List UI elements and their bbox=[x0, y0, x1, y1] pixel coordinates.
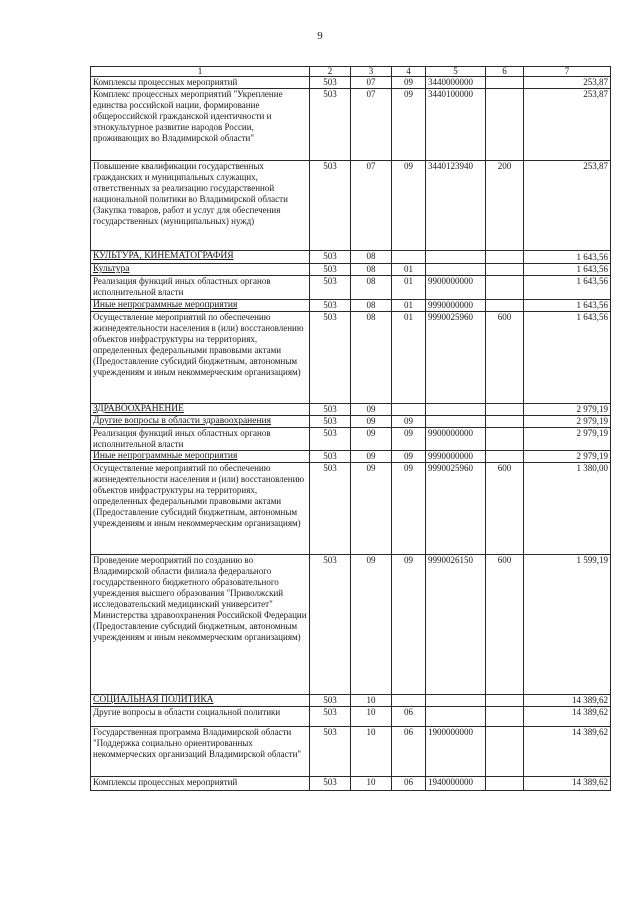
row-subsection-cell bbox=[392, 404, 426, 416]
row-target-cell bbox=[426, 251, 486, 264]
row-code-cell: 503 bbox=[310, 312, 351, 404]
row-type-cell bbox=[486, 777, 524, 791]
table-row bbox=[91, 264, 611, 276]
header-cell: 3 bbox=[351, 67, 392, 77]
row-type-cell: 600 bbox=[486, 463, 524, 555]
row-amount-cell: 1 643,56 bbox=[524, 276, 611, 300]
row-section-cell: 07 bbox=[351, 77, 392, 89]
row-amount-cell: 14 389,62 bbox=[524, 777, 611, 791]
row-subsection-cell: 09 bbox=[392, 77, 426, 89]
row-amount-cell: 1 643,56 bbox=[524, 264, 611, 276]
row-code-cell: 503 bbox=[310, 451, 351, 463]
header-cell: 7 bbox=[524, 67, 611, 77]
row-name-cell: Иные непрограммные мероприятия bbox=[91, 451, 310, 463]
row-target-cell bbox=[426, 416, 486, 428]
row-name-cell: Комплексы процессных мероприятий bbox=[91, 777, 310, 791]
page-number: 9 bbox=[317, 30, 323, 42]
row-name-cell: Осуществление мероприятий по обеспечению жизнедеятельности населения и (или) восстановлению объектов инфраструктуры на территориях, определенных федеральными правовыми актами (Предоставление субсидий бюджетным, автономным учреждениям и иным некоммерческим организациям) bbox=[91, 463, 310, 555]
row-type-cell bbox=[486, 251, 524, 264]
row-name-cell: Комплекс процессных мероприятий "Укрепление единства российской нации, формирование общероссийской гражданской идентичности и этнокультурное развитие народов России, проживающих во Владимирской области" bbox=[91, 89, 310, 161]
row-target-cell: 3440123940 bbox=[426, 161, 486, 251]
row-code-cell: 503 bbox=[310, 161, 351, 251]
table-row bbox=[91, 161, 611, 251]
table-row bbox=[91, 451, 611, 463]
row-target-cell bbox=[426, 404, 486, 416]
row-code-cell: 503 bbox=[310, 695, 351, 707]
table-row bbox=[91, 276, 611, 300]
table-row bbox=[91, 463, 611, 555]
row-target-cell: 1900000000 bbox=[426, 727, 486, 777]
row-amount-cell: 14 389,62 bbox=[524, 727, 611, 777]
row-subsection-cell: 01 bbox=[392, 312, 426, 404]
row-section-cell: 09 bbox=[351, 416, 392, 428]
row-code-cell: 503 bbox=[310, 77, 351, 89]
row-name-cell: Реализация функций иных областных органов исполнительной власти bbox=[91, 428, 310, 451]
row-type-cell bbox=[486, 276, 524, 300]
row-name-cell: Повышение квалификации государственных гражданских и муниципальных служащих, ответственных за реализацию государственной национальной политики во Владимирской области (Закупка товаров, работ и услуг для обеспечения государственных (муниципальных) нужд) bbox=[91, 161, 310, 251]
row-amount-cell: 2 979,19 bbox=[524, 451, 611, 463]
row-code-cell: 503 bbox=[310, 707, 351, 727]
row-target-cell: 9990025960 bbox=[426, 463, 486, 555]
row-name-cell: КУЛЬТУРА, КИНЕМАТОГРАФИЯ bbox=[91, 251, 310, 264]
header-cell: 2 bbox=[310, 67, 351, 77]
row-section-cell: 10 bbox=[351, 695, 392, 707]
row-type-cell bbox=[486, 300, 524, 312]
table-header-row bbox=[91, 67, 611, 77]
row-target-cell: 9900000000 bbox=[426, 428, 486, 451]
row-section-cell: 08 bbox=[351, 300, 392, 312]
row-section-cell: 09 bbox=[351, 451, 392, 463]
table-row bbox=[91, 89, 611, 161]
row-target-cell bbox=[426, 264, 486, 276]
row-name-cell: Культура bbox=[91, 264, 310, 276]
row-code-cell: 503 bbox=[310, 777, 351, 791]
row-type-cell: 600 bbox=[486, 555, 524, 695]
row-subsection-cell: 01 bbox=[392, 264, 426, 276]
row-target-cell: 3440100000 bbox=[426, 89, 486, 161]
row-code-cell: 503 bbox=[310, 727, 351, 777]
header-cell: 4 bbox=[392, 67, 426, 77]
row-subsection-cell: 09 bbox=[392, 463, 426, 555]
row-code-cell: 503 bbox=[310, 463, 351, 555]
row-name-cell: Государственная программа Владимирской области "Поддержка социально ориентированных некоммерческих организаций Владимирской области" bbox=[91, 727, 310, 777]
row-amount-cell: 1 599,19 bbox=[524, 555, 611, 695]
row-target-cell: 9990025960 bbox=[426, 312, 486, 404]
row-type-cell bbox=[486, 727, 524, 777]
header-cell: 1 bbox=[91, 67, 310, 77]
table-row bbox=[91, 251, 611, 264]
row-code-cell: 503 bbox=[310, 276, 351, 300]
table-row bbox=[91, 695, 611, 707]
row-amount-cell: 1 643,56 bbox=[524, 251, 611, 264]
table-row bbox=[91, 555, 611, 695]
row-code-cell: 503 bbox=[310, 428, 351, 451]
row-section-cell: 08 bbox=[351, 312, 392, 404]
row-type-cell: 200 bbox=[486, 161, 524, 251]
row-code-cell: 503 bbox=[310, 264, 351, 276]
row-section-cell: 09 bbox=[351, 428, 392, 451]
table-row bbox=[91, 77, 611, 89]
table-row bbox=[91, 707, 611, 727]
row-type-cell: 600 bbox=[486, 312, 524, 404]
row-code-cell: 503 bbox=[310, 89, 351, 161]
row-code-cell: 503 bbox=[310, 555, 351, 695]
row-section-cell: 07 bbox=[351, 89, 392, 161]
row-subsection-cell: 01 bbox=[392, 276, 426, 300]
row-subsection-cell: 09 bbox=[392, 416, 426, 428]
row-name-cell: Реализация функций иных областных органов исполнительной власти bbox=[91, 276, 310, 300]
table-row bbox=[91, 312, 611, 404]
row-type-cell bbox=[486, 416, 524, 428]
row-name-cell: Проведение мероприятий по созданию во Владимирской области филиала федерального государственного бюджетного образовательного учреждения высшего образования "Приволжский исследовательский медицинский университет" Министерства здравоохранения Российской Федерации (Предоставление субсидий бюджетным, автономным учреждениям и иным некоммерческим организациям) bbox=[91, 555, 310, 695]
row-name-cell: Другие вопросы в области здравоохранения bbox=[91, 416, 310, 428]
row-target-cell: 9990000000 bbox=[426, 451, 486, 463]
row-subsection-cell: 09 bbox=[392, 89, 426, 161]
row-subsection-cell: 06 bbox=[392, 777, 426, 791]
row-amount-cell: 14 389,62 bbox=[524, 707, 611, 727]
row-amount-cell: 14 389,62 bbox=[524, 695, 611, 707]
row-type-cell bbox=[486, 264, 524, 276]
row-section-cell: 08 bbox=[351, 251, 392, 264]
row-target-cell: 9990026150 bbox=[426, 555, 486, 695]
table-row bbox=[91, 300, 611, 312]
budget-table bbox=[90, 66, 611, 791]
row-subsection-cell bbox=[392, 695, 426, 707]
row-section-cell: 09 bbox=[351, 463, 392, 555]
row-section-cell: 10 bbox=[351, 707, 392, 727]
row-name-cell: Осуществление мероприятий по обеспечению жизнедеятельности населения в (или) восстановлению объектов инфраструктуры на территориях, определенных федеральными правовыми актами (Предоставление субсидий бюджетным, автономным учреждениям и иным некоммерческим организациям) bbox=[91, 312, 310, 404]
row-name-cell: Иные непрограммные мероприятия bbox=[91, 300, 310, 312]
row-section-cell: 08 bbox=[351, 276, 392, 300]
row-subsection-cell: 01 bbox=[392, 300, 426, 312]
row-section-cell: 07 bbox=[351, 161, 392, 251]
row-section-cell: 09 bbox=[351, 404, 392, 416]
table-row bbox=[91, 404, 611, 416]
row-type-cell bbox=[486, 428, 524, 451]
row-amount-cell: 253,87 bbox=[524, 89, 611, 161]
row-section-cell: 09 bbox=[351, 555, 392, 695]
row-section-cell: 10 bbox=[351, 777, 392, 791]
row-target-cell: 1940000000 bbox=[426, 777, 486, 791]
row-code-cell: 503 bbox=[310, 416, 351, 428]
row-name-cell: Комплексы процессных мероприятий bbox=[91, 77, 310, 89]
header-cell: 5 bbox=[426, 67, 486, 77]
row-amount-cell: 2 979,19 bbox=[524, 428, 611, 451]
row-name-cell: Другие вопросы в области социальной политики bbox=[91, 707, 310, 727]
row-target-cell: 9900000000 bbox=[426, 276, 486, 300]
row-code-cell: 503 bbox=[310, 251, 351, 264]
row-section-cell: 10 bbox=[351, 727, 392, 777]
row-name-cell: СОЦИАЛЬНАЯ ПОЛИТИКА bbox=[91, 695, 310, 707]
row-amount-cell: 2 979,19 bbox=[524, 416, 611, 428]
row-name-cell: ЗДРАВООХРАНЕНИЕ bbox=[91, 404, 310, 416]
row-code-cell: 503 bbox=[310, 404, 351, 416]
header-cell: 6 bbox=[486, 67, 524, 77]
row-amount-cell: 1 643,56 bbox=[524, 300, 611, 312]
row-section-cell: 08 bbox=[351, 264, 392, 276]
row-target-cell: 9990000000 bbox=[426, 300, 486, 312]
row-type-cell bbox=[486, 404, 524, 416]
table-row bbox=[91, 428, 611, 451]
row-type-cell bbox=[486, 695, 524, 707]
row-type-cell bbox=[486, 707, 524, 727]
row-subsection-cell: 06 bbox=[392, 707, 426, 727]
row-subsection-cell: 09 bbox=[392, 161, 426, 251]
row-type-cell bbox=[486, 451, 524, 463]
row-type-cell bbox=[486, 77, 524, 89]
table-row bbox=[91, 777, 611, 791]
row-subsection-cell bbox=[392, 251, 426, 264]
row-target-cell: 3440000000 bbox=[426, 77, 486, 89]
row-amount-cell: 1 643,56 bbox=[524, 312, 611, 404]
row-target-cell bbox=[426, 695, 486, 707]
row-amount-cell: 1 380,00 bbox=[524, 463, 611, 555]
row-target-cell bbox=[426, 707, 486, 727]
table-row bbox=[91, 727, 611, 777]
row-amount-cell: 2 979,19 bbox=[524, 404, 611, 416]
row-subsection-cell: 06 bbox=[392, 727, 426, 777]
table-row bbox=[91, 416, 611, 428]
row-amount-cell: 253,87 bbox=[524, 161, 611, 251]
row-code-cell: 503 bbox=[310, 300, 351, 312]
row-type-cell bbox=[486, 89, 524, 161]
row-subsection-cell: 09 bbox=[392, 451, 426, 463]
row-subsection-cell: 09 bbox=[392, 428, 426, 451]
row-subsection-cell: 09 bbox=[392, 555, 426, 695]
row-amount-cell: 253,87 bbox=[524, 77, 611, 89]
